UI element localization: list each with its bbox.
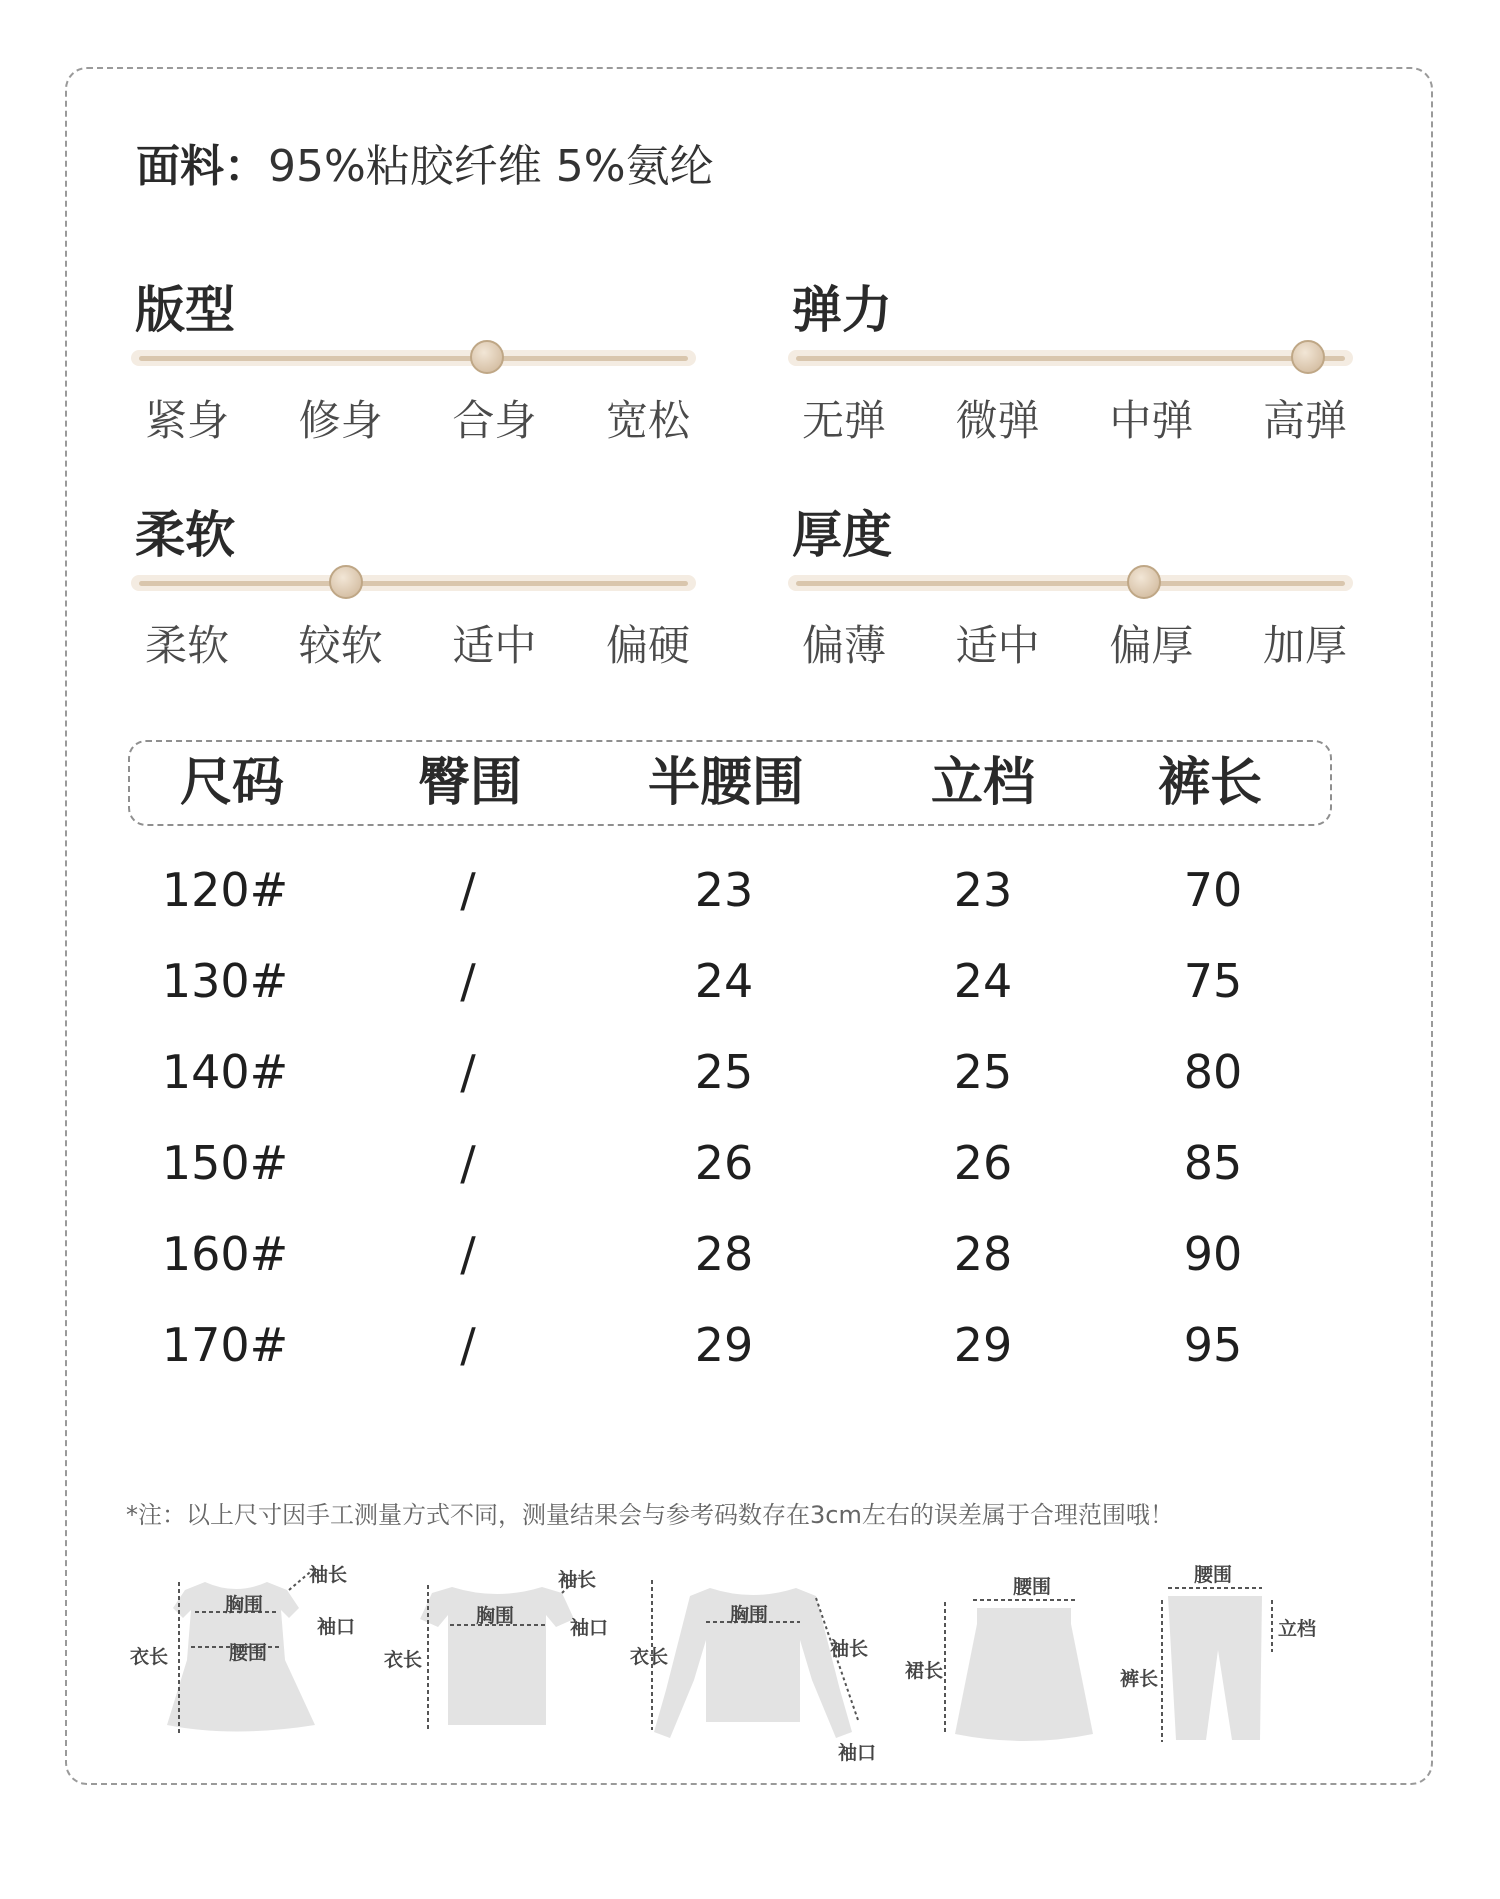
attr-option: 合身: [452, 396, 537, 445]
cell-pants-length: 70: [1183, 863, 1243, 917]
dress-sleeve-label: 袖长: [309, 1564, 348, 1586]
skirt-waist-label: 腰围: [1013, 1576, 1052, 1598]
attr-knob: [1127, 565, 1161, 599]
fabric-value: 95%粘胶纤维 5%氨纶: [268, 141, 714, 192]
tshirt-chest-label: 胸围: [476, 1605, 515, 1627]
attr-title: 弹力: [792, 281, 892, 339]
skirt-diagram: [905, 1572, 1125, 1752]
header-half-waist: 半腰围: [647, 753, 805, 813]
dress-chest-label: 胸围: [225, 1594, 264, 1616]
attr-track: [788, 350, 1353, 366]
skirt-length-label: 裙长: [905, 1660, 944, 1682]
pants-length-label: 裤长: [1120, 1668, 1159, 1690]
cell-half-waist: 29: [694, 1318, 754, 1372]
cell-size: 120#: [161, 863, 289, 917]
attr-option: 偏厚: [1109, 621, 1194, 670]
cell-size: 170#: [161, 1318, 289, 1372]
attr-thickness: [788, 495, 1358, 685]
tshirt-diagram: [380, 1565, 620, 1755]
header-size: 尺码: [179, 753, 285, 813]
attr-option: 较软: [298, 621, 383, 670]
table-row: [0, 1027, 1500, 1117]
cell-size: 130#: [161, 954, 289, 1008]
cell-rise: 29: [953, 1318, 1013, 1372]
size-table-header: [128, 740, 1332, 826]
attr-option: 宽松: [605, 396, 690, 445]
cell-hip: /: [460, 1045, 476, 1099]
tshirt-sleeve-label: 袖长: [558, 1569, 597, 1591]
attr-option: 高弹: [1262, 396, 1347, 445]
cell-rise: 23: [953, 863, 1013, 917]
attr-option: 中弹: [1109, 396, 1194, 445]
pants-rise-label: 立档: [1278, 1618, 1317, 1640]
sweater-sleeve-label: 袖长: [830, 1638, 869, 1660]
attr-track: [131, 350, 696, 366]
cell-hip: /: [460, 1136, 476, 1190]
cell-rise: 25: [953, 1045, 1013, 1099]
cell-half-waist: 26: [694, 1136, 754, 1190]
table-row: [0, 1209, 1500, 1299]
attr-option: 适中: [452, 621, 537, 670]
attr-title: 厚度: [792, 506, 892, 564]
cell-pants-length: 90: [1183, 1227, 1243, 1281]
attr-option: 偏薄: [802, 621, 887, 670]
attr-knob: [1291, 340, 1325, 374]
cell-hip: /: [460, 1318, 476, 1372]
header-pants-length: 裤长: [1157, 753, 1263, 813]
cell-rise: 26: [953, 1136, 1013, 1190]
attr-elasticity: [788, 270, 1358, 460]
sweater-diagram: [630, 1570, 890, 1770]
measurement-note: *注：以上尺寸因手工测量方式不同，测量结果会与参考码数存在3cm左右的误差属于合理范围哦！: [126, 1501, 1174, 1529]
cell-rise: 28: [953, 1227, 1013, 1281]
dress-length-label: 衣长: [130, 1646, 169, 1668]
attr-option: 修身: [298, 396, 383, 445]
dress-cuff-label: 袖口: [317, 1616, 356, 1638]
pants-icon: [1120, 1560, 1340, 1750]
tshirt-length-label: 衣长: [384, 1649, 423, 1671]
attr-softness: [131, 495, 701, 685]
attr-track: [131, 575, 696, 591]
table-row: [0, 936, 1500, 1026]
attr-knob: [329, 565, 363, 599]
sweater-length-label: 衣长: [630, 1646, 669, 1668]
cell-hip: /: [460, 863, 476, 917]
cell-pants-length: 75: [1183, 954, 1243, 1008]
tshirt-cuff-label: 袖口: [570, 1617, 609, 1639]
sweater-chest-label: 胸围: [730, 1604, 769, 1626]
cell-size: 140#: [161, 1045, 289, 1099]
cell-size: 160#: [161, 1227, 289, 1281]
cell-half-waist: 28: [694, 1227, 754, 1281]
cell-half-waist: 24: [694, 954, 754, 1008]
cell-half-waist: 25: [694, 1045, 754, 1099]
cell-pants-length: 85: [1183, 1136, 1243, 1190]
cell-hip: /: [460, 954, 476, 1008]
header-hip: 臀围: [417, 753, 523, 813]
attr-fit: [131, 270, 701, 460]
cell-hip: /: [460, 1227, 476, 1281]
attr-option: 适中: [955, 621, 1040, 670]
table-row: [0, 845, 1500, 935]
dress-waist-label: 腰围: [229, 1642, 268, 1664]
cell-rise: 24: [953, 954, 1013, 1008]
attr-title: 柔软: [135, 506, 235, 564]
pants-diagram: [1120, 1560, 1340, 1750]
attr-track: [788, 575, 1353, 591]
attr-option: 偏硬: [605, 621, 690, 670]
attr-option: 柔软: [145, 621, 230, 670]
sweater-cuff-label: 袖口: [838, 1742, 877, 1764]
attr-option: 微弹: [955, 396, 1040, 445]
attr-knob: [470, 340, 504, 374]
dress-diagram: [125, 1560, 375, 1760]
fabric-label: 面料：: [136, 141, 268, 192]
pants-waist-label: 腰围: [1194, 1564, 1233, 1586]
cell-pants-length: 95: [1183, 1318, 1243, 1372]
attr-option: 紧身: [145, 396, 230, 445]
cell-pants-length: 80: [1183, 1045, 1243, 1099]
table-row: [0, 1118, 1500, 1208]
cell-half-waist: 23: [694, 863, 754, 917]
attr-option: 无弹: [802, 396, 887, 445]
table-row: [0, 1300, 1500, 1390]
cell-size: 150#: [161, 1136, 289, 1190]
attr-option: 加厚: [1262, 621, 1347, 670]
header-rise: 立档: [930, 753, 1036, 813]
fabric-line: [136, 130, 714, 194]
attr-title: 版型: [135, 281, 235, 339]
